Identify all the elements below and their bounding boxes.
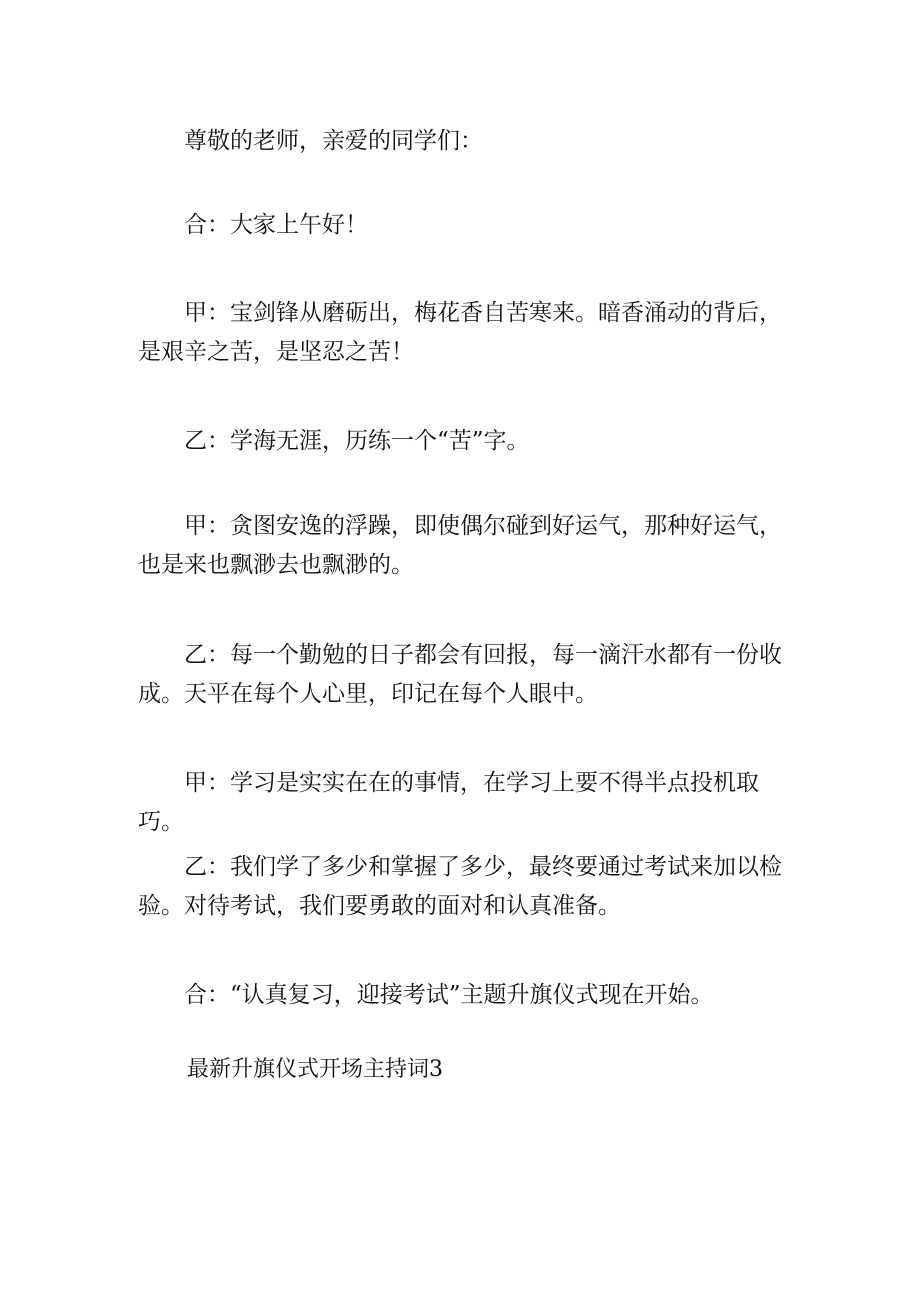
paragraph-jia-3: 甲：学习是实实在在的事情，在学习上要不得半点投机取巧。 [138, 770, 759, 835]
paragraph-jia-2: 甲：贪图安逸的浮躁，即使偶尔碰到好运气，那种好运气，也是来也飘渺去也飘渺的。 [138, 513, 782, 578]
paragraph-yi-3: 乙：我们学了多少和掌握了多少，最终要通过考试来加以检验。对待考试，我们要勇敢的面对和认真准备。 [138, 854, 782, 919]
section-heading: 最新升旗仪式开场主持词3 [187, 1057, 443, 1082]
paragraph-yi-1: 乙：学海无涯，历练一个“苦”字。 [184, 428, 530, 454]
paragraph-jia-1: 甲：宝剑锋从磨砺出，梅花香自苦寒来。暗香涌动的背后，是艰辛之苦，是坚忍之苦！ [138, 300, 782, 365]
paragraph-greeting: 尊敬的老师，亲爱的同学们： [184, 128, 483, 154]
paragraph-together-1: 合：大家上午好！ [184, 212, 368, 238]
paragraph-yi-2: 乙：每一个勤勉的日子都会有回报，每一滴汗水都有一份收成。天平在每个人心里，印记在每个人眼中。 [138, 642, 782, 707]
paragraph-together-2: 合：“认真复习，迎接考试”主题升旗仪式现在开始。 [184, 982, 714, 1008]
